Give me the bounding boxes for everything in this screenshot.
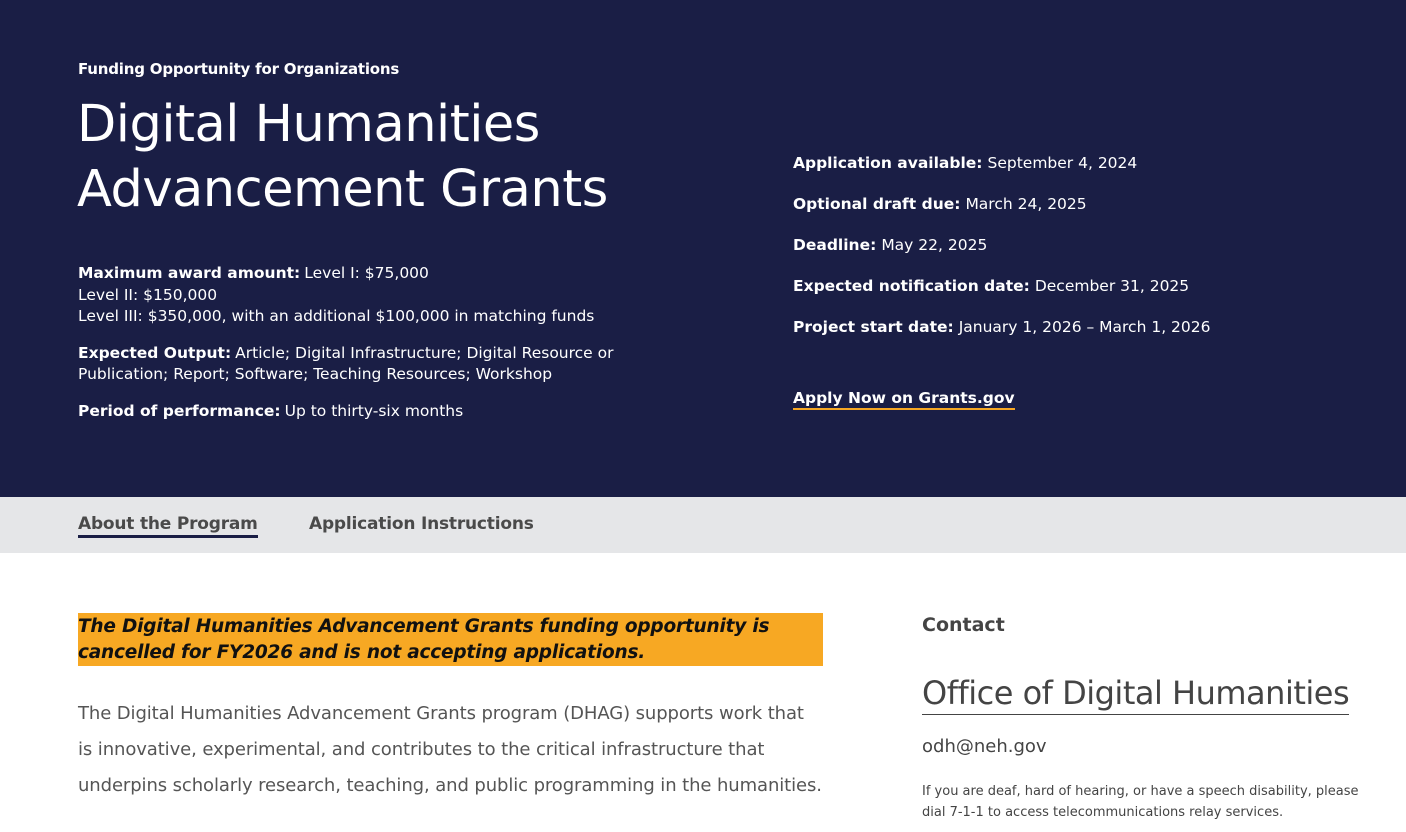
tab-application-instructions[interactable]: Application Instructions [309, 514, 534, 534]
period-label: Period of performance: [78, 401, 281, 420]
expected-output-label: Expected Output: [78, 343, 232, 362]
date-value: December 31, 2025 [1034, 277, 1190, 295]
max-award-level-2: Level II: $150,000 [78, 285, 218, 304]
date-label: Application available: [793, 154, 983, 172]
award-details [78, 263, 638, 437]
page-title: Digital Humanities Advancement Grants [77, 95, 608, 219]
date-value: March 24, 2025 [965, 195, 1087, 213]
tab-about-program[interactable]: About the Program [78, 514, 258, 538]
apply-grants-gov-link[interactable]: Apply Now on Grants.gov [793, 389, 1015, 410]
funding-type-label: Funding Opportunity for Organizations [78, 60, 400, 78]
date-label: Expected notification date: [793, 277, 1030, 295]
relay-services-note: If you are deaf, hard of hearing, or have a speech disability, please dial 7-1-1 to access telecommunications relay services. [922, 784, 1359, 820]
program-description: The Digital Humanities Advancement Grants program (DHAG) supports work that is innovative, experimental, and contributes to the critical infrastructure that underpins scholarly research, teaching, and public programming in the humanities. [78, 703, 822, 796]
date-row-project-start [793, 316, 1353, 338]
office-link[interactable]: Office of Digital Humanities [922, 672, 1349, 715]
date-label: Deadline: [793, 236, 877, 254]
contact-email[interactable]: odh@neh.gov [922, 736, 1047, 757]
expected-output-value: Article; Digital Infrastructure; Digital Resource or Publication; Report; Software; Teaching Resources; Workshop [78, 343, 614, 383]
max-award-fact [78, 263, 638, 328]
period-value: Up to thirty-six months [284, 401, 464, 420]
max-award-level-3: Level III: $350,000, with an additional $100,000 in matching funds [78, 307, 595, 325]
date-value: January 1, 2026 – March 1, 2026 [958, 318, 1211, 336]
date-row-deadline [793, 234, 1353, 256]
contact-heading: Contact [922, 614, 1005, 636]
max-award-level-1: Level I: $75,000 [304, 264, 429, 282]
date-label: Optional draft due: [793, 195, 961, 213]
key-dates [793, 152, 1353, 357]
period-fact [78, 401, 638, 423]
date-value: September 4, 2024 [987, 154, 1138, 172]
date-row-optional-draft [793, 193, 1353, 215]
max-award-label: Maximum award amount: [78, 264, 301, 282]
date-value: May 22, 2025 [881, 236, 988, 254]
date-row-application-available [793, 152, 1353, 174]
date-label: Project start date: [793, 318, 954, 336]
cancellation-notice: The Digital Humanities Advancement Grants funding opportunity is cancelled for FY2026 and is not accepting applications. [78, 613, 823, 666]
program-tabs [0, 497, 1406, 553]
expected-output-fact [78, 343, 638, 386]
date-row-notification [793, 275, 1353, 297]
